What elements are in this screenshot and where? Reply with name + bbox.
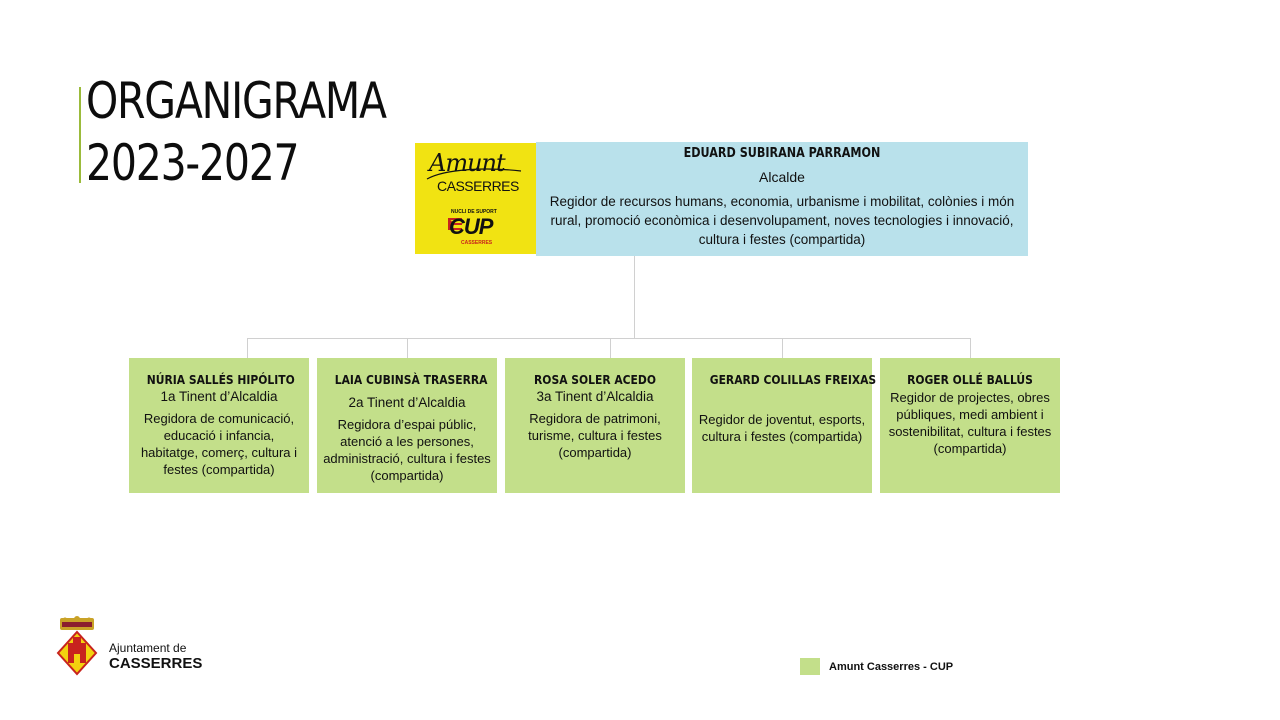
- member-role: 1a Tinent d’Alcaldia: [160, 389, 278, 404]
- logo-amunt-text: Amunt: [429, 149, 505, 177]
- legend-label: Amunt Casserres - CUP: [829, 661, 954, 673]
- member-box-3: [505, 358, 685, 493]
- member-role: 2a Tinent d’Alcaldia: [348, 395, 466, 410]
- party-logo: [415, 143, 536, 254]
- member-description: Regidora d’espai públic, atenció a les persones, administració, cultura i festes (compartida): [323, 417, 491, 483]
- connector-drop-3: [610, 338, 611, 358]
- logo-cup-place: CASSERRES: [461, 240, 493, 246]
- member-box-1: [129, 358, 309, 493]
- member-role: 3a Tinent d’Alcaldia: [536, 389, 654, 404]
- connector-drop-1: [247, 338, 248, 358]
- legend-swatch: [800, 658, 820, 675]
- member-description: Regidor de joventut, esports, cultura i festes (compartida): [698, 412, 866, 444]
- connector-drop-5: [970, 338, 971, 358]
- connector-drop-2: [407, 338, 408, 358]
- mayor-name: EDUARD SUBIRANA PARRAMON: [683, 146, 881, 161]
- member-name: ROSA SOLER ACEDO: [534, 372, 656, 387]
- member-box-5: [880, 358, 1060, 493]
- connector-vertical-main: [634, 256, 635, 339]
- member-name: GERARD COLILLAS FREIXAS: [709, 372, 877, 387]
- logo-cup-caption: NUCLI DE SUPORT: [451, 209, 497, 215]
- member-box-4: [692, 358, 877, 493]
- member-name: NÚRIA SALLÉS HIPÓLITO: [146, 372, 295, 387]
- connector-drop-4: [782, 338, 783, 358]
- mayor-box: [536, 142, 1028, 256]
- title-line-1: ORGANIGRAMA: [86, 72, 386, 130]
- footer-ajuntament: Ajuntament de: [109, 641, 187, 655]
- connector-horizontal: [247, 338, 971, 339]
- mayor-role: Alcalde: [759, 169, 805, 185]
- logo-cup-text: CUP: [449, 214, 493, 239]
- page-title: [86, 70, 386, 194]
- footer-town: CASSERRES: [109, 655, 203, 672]
- member-description: Regidora de patrimoni, turisme, cultura i festes (compartida): [528, 411, 662, 460]
- title-accent-bar: [79, 87, 81, 183]
- mayor-description: Regidor de recursos humans, economia, urbanisme i mobilitat, colònies i món rural, promoció econòmica i desenvolupament, noves tecnologies i innovació, cultura i festes (compartida): [549, 194, 1015, 247]
- member-description: Regidor de projectes, obres públiques, medi ambient i sostenibilitat, cultura i festes (compartida): [888, 390, 1052, 456]
- member-name: LAIA CUBINSÀ TRASERRA: [334, 372, 488, 387]
- member-name: ROGER OLLÉ BALLÚS: [907, 372, 1033, 387]
- title-line-2: 2023-2027: [86, 134, 299, 192]
- logo-casserres-text: CASSERRES: [437, 178, 519, 194]
- member-box-2: [317, 358, 497, 493]
- town-crest-icon: [56, 616, 100, 680]
- member-description: Regidora de comunicació, educació i infancia, habitatge, comerç, cultura i festes (compartida): [140, 411, 298, 477]
